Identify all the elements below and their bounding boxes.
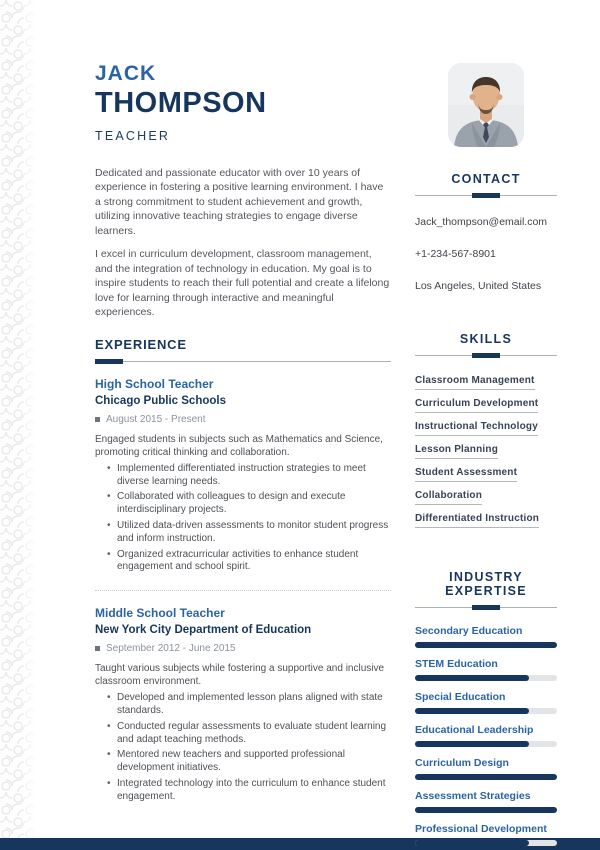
summary-paragraph-2: I excel in curriculum development, classroom management, and the integration of technology in education. My goal is to inspire students to reach their full potential and create a lifelong love for learning through interactive and meaningful experiences.: [95, 248, 390, 319]
bullet-item: • Collaborated with colleagues to design and execute interdisciplinary projects.: [107, 491, 391, 517]
bullet-item: • Utilized data-driven assessments to monitor student progress and inform instruction.: [107, 520, 391, 546]
progress-fill: [415, 840, 529, 846]
role-title: TEACHER: [95, 128, 171, 143]
bullet-item: • Implemented differentiated instruction strategies to meet diverse learning needs.: [107, 463, 391, 489]
skills-divider: [415, 355, 557, 356]
bullet-item: • Integrated technology into the curriculum to enhance student engagement.: [107, 778, 391, 804]
skill-item: Lesson Planning: [415, 444, 498, 459]
skills-list: [415, 375, 557, 528]
progress-fill: [415, 708, 529, 714]
skill-item: Instructional Technology: [415, 421, 538, 436]
progress-track: [415, 708, 557, 714]
experience-section: [95, 337, 391, 804]
summary-section: [95, 166, 391, 320]
contact-phone: +1-234-567-8901: [415, 248, 496, 260]
skill-item: Collaboration: [415, 490, 482, 505]
sidebar-column: [415, 63, 557, 850]
skill-item: Classroom Management: [415, 375, 535, 390]
job-title: Middle School Teacher: [95, 606, 225, 621]
skill-item: Differentiated Instruction: [415, 513, 539, 528]
progress-fill: [415, 807, 557, 813]
first-name: JACK: [95, 62, 157, 85]
progress-fill: [415, 642, 557, 648]
job-dates: [95, 414, 391, 425]
bullet-item: • Organized extracurricular activities to enhance student engagement and school spirit.: [107, 549, 391, 575]
date-square-icon: [95, 646, 100, 651]
job-title: High School Teacher: [95, 376, 214, 391]
expertise-item: [415, 823, 557, 846]
skills-section: [415, 332, 557, 528]
progress-track: [415, 675, 557, 681]
progress-track: [415, 807, 557, 813]
job-separator: [95, 590, 391, 591]
job-entry-2: [95, 606, 391, 803]
decorative-pattern-strip: [0, 0, 36, 838]
experience-heading: EXPERIENCE: [95, 336, 187, 352]
expertise-item: [415, 790, 557, 813]
job-company: Chicago Public Schools: [95, 394, 226, 407]
progress-track: [415, 840, 557, 846]
job-intro: Taught various subjects while fostering a supportive and inclusive classroom environment.: [95, 663, 385, 688]
skill-item: Curriculum Development: [415, 398, 538, 413]
expertise-label: STEM Education: [415, 658, 498, 670]
date-square-icon: [95, 417, 100, 422]
pattern-fade-overlay: [0, 0, 36, 838]
contact-location: Los Angeles, United States: [415, 280, 542, 292]
expertise-label: Educational Leadership: [415, 724, 534, 736]
expertise-item: [415, 658, 557, 681]
divider-accent: [472, 193, 500, 198]
job-intro: Engaged students in subjects such as Mathematics and Science, promoting critical thinking and collaboration.: [95, 433, 383, 458]
expertise-item: [415, 691, 557, 714]
contact-email: Jack_thompson@email.com: [415, 216, 548, 228]
divider-accent: [472, 353, 500, 358]
resume-header: [95, 62, 391, 143]
progress-track: [415, 741, 557, 747]
progress-fill: [415, 774, 557, 780]
expertise-label: Assessment Strategies: [415, 790, 531, 802]
expertise-label: Secondary Education: [415, 625, 523, 637]
job-bullet-list: [95, 692, 391, 803]
profile-photo-wrap: [415, 63, 557, 147]
expertise-item: [415, 757, 557, 780]
experience-divider: [95, 361, 391, 362]
job-company: New York City Department of Education: [95, 624, 312, 637]
expertise-label: Special Education: [415, 691, 506, 703]
last-name: THOMPSON: [95, 87, 267, 120]
bullet-item: • Mentored new teachers and supported professional development initiatives.: [107, 749, 391, 775]
progress-fill: [415, 675, 529, 681]
contact-heading: CONTACT: [451, 172, 521, 186]
industry-expertise-section: [415, 570, 557, 846]
progress-track: [415, 774, 557, 780]
main-column: [95, 62, 391, 804]
progress-fill: [415, 741, 529, 747]
skill-item: Student Assessment: [415, 467, 517, 482]
contact-section: [415, 172, 557, 292]
expertise-label: Professional Development: [415, 823, 547, 835]
bullet-item: • Developed and implemented lesson plans aligned with state standards.: [107, 692, 391, 718]
job-bullet-list: [95, 463, 391, 574]
bullet-item: • Conducted regular assessments to evaluate student learning and adapt teaching methods.: [107, 721, 391, 747]
progress-track: [415, 642, 557, 648]
job-dates-text: August 2015 - Present: [106, 413, 206, 425]
expertise-item: [415, 724, 557, 747]
job-entry-1: [95, 377, 391, 574]
profile-photo: [448, 63, 524, 147]
expertise-divider: [415, 607, 557, 608]
expertise-label: Curriculum Design: [415, 757, 509, 769]
divider-accent: [95, 359, 123, 364]
expertise-list: [415, 625, 557, 846]
skills-heading: SKILLS: [459, 332, 513, 346]
divider-accent: [472, 605, 500, 610]
contact-divider: [415, 195, 557, 196]
summary-paragraph-1: Dedicated and passionate educator with over 10 years of experience in fostering a positive learning environment. I have a strong commitment to student achievement and growth, utilizing innovative teaching strategies to engage diverse learners.: [95, 166, 384, 237]
job-dates-text: September 2012 - June 2015: [106, 643, 236, 655]
expertise-heading: INDUSTRY EXPERTISE: [445, 570, 527, 598]
job-dates: [95, 643, 391, 654]
expertise-item: [415, 625, 557, 648]
